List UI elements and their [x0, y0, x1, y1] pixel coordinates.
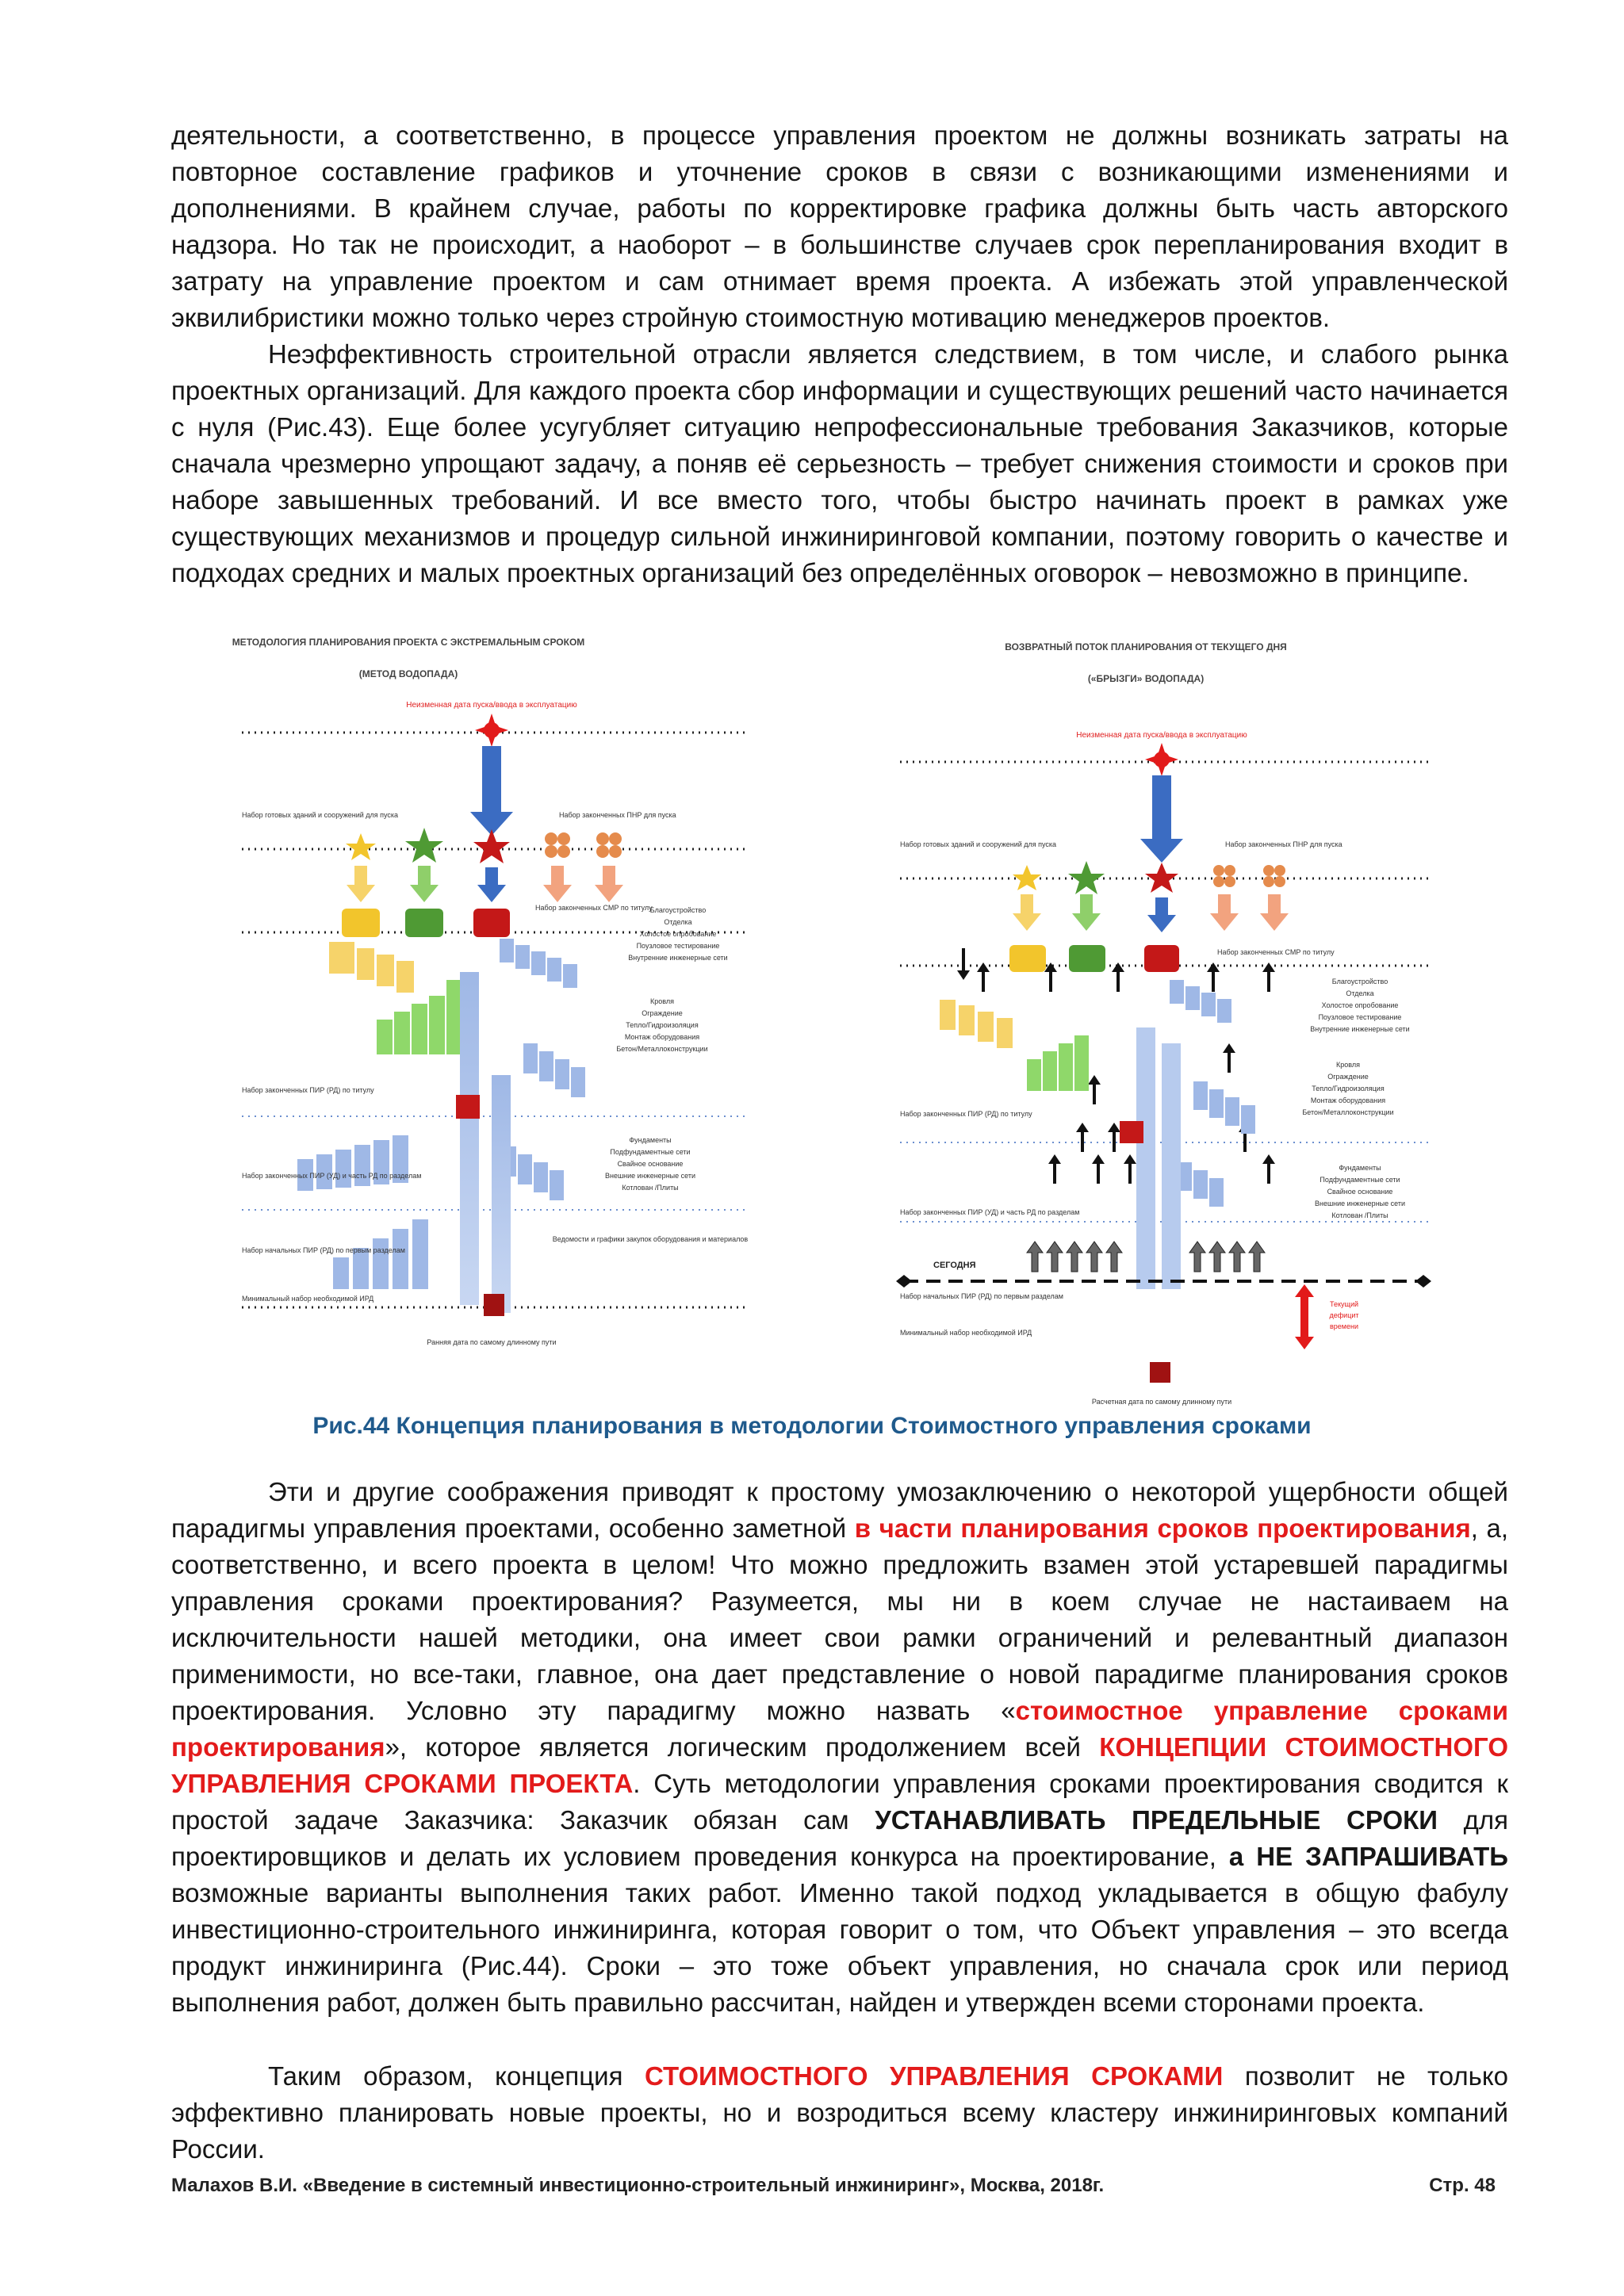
blue-stair-arrows-left — [297, 1135, 408, 1191]
left-list2-0: Кровля — [650, 997, 674, 1005]
blue-stair-arrows-bottom — [333, 1219, 428, 1289]
green-stair-arrows — [377, 980, 462, 1054]
left-list1-1: Отделка — [664, 918, 692, 926]
p3-bold-1: УСТАНАВЛИВАТЬ ПРЕДЕЛЬНЫЕ СРОКИ — [875, 1805, 1438, 1835]
red-block-mid — [456, 1095, 480, 1119]
left-label-pir-ud: Набор законченных ПИР (УД) и часть РД по разделам — [242, 1172, 422, 1180]
left-label-pir-rd: Набор законченных ПИР (РД) по титулу — [242, 1086, 374, 1094]
today-right-diamond — [1415, 1275, 1431, 1288]
left-label-initial-pir: Набор начальных ПИР (РД) по первым разделам — [242, 1246, 405, 1254]
star-green-icon — [405, 828, 443, 863]
right-block-yellow — [1009, 945, 1046, 972]
right-arrows-row — [1013, 894, 1289, 932]
left-list3-0: Фундаменты — [629, 1136, 672, 1144]
today-label: СЕГОДНЯ — [933, 1261, 976, 1270]
cross-orange-icon-2 — [596, 832, 622, 858]
p4-text-2: позволит не только эффективно планировать новые проекты, но и возродиться всему кластеру инжиниринговых компаний России. — [171, 2061, 1508, 2164]
page-number: Стр. 48 — [1429, 2175, 1496, 2196]
splash-diagram — [884, 631, 1439, 1424]
today-left-diamond — [896, 1275, 912, 1288]
right-down-arrow-main — [1140, 775, 1183, 863]
right-list3-4: Котлован /Плиты — [1331, 1211, 1388, 1219]
right-block-red — [1144, 945, 1179, 972]
cross-orange-icon-1 — [545, 832, 570, 858]
right-title-1: ВОЗВРАТНЫЙ ПОТОК ПЛАНИРОВАНИЯ ОТ ТЕКУЩЕГО ДНЯ — [1005, 641, 1287, 652]
page-footer — [171, 2175, 1496, 2197]
right-list1-0: Благоустройство — [1331, 978, 1388, 985]
right-blue-stair-arrows-3 — [1178, 1162, 1224, 1207]
left-list1-2: Холостое опробование — [639, 930, 717, 938]
left-arrows-row — [347, 866, 623, 902]
p3-text-4: . Суть методологии управления сроками проектирования сводится к простой задаче Заказчика: Заказчик обязан сам — [171, 1769, 1508, 1835]
left-top-label: Неизменная дата пуска/ввода в эксплуатацию — [406, 701, 577, 710]
left-list1-4: Внутренние инженерные сети — [628, 954, 728, 962]
blue-stair-arrows-3 — [502, 1146, 564, 1200]
blue-stair-arrows-2 — [523, 1043, 585, 1097]
right-list2-4: Бетон/Металлоконструкции — [1302, 1108, 1394, 1116]
right-list1-2: Холостое опробование — [1321, 1001, 1399, 1009]
left-list3-1: Подфундаментные сети — [610, 1148, 691, 1156]
right-tall-bar-2 — [1162, 1043, 1181, 1289]
right-list2-1: Ограждение — [1327, 1073, 1369, 1081]
right-label-pir-rd: Набор законченных ПИР (РД) по титулу — [900, 1110, 1032, 1118]
right-tall-bar-1 — [1136, 1027, 1155, 1289]
block-green — [405, 909, 443, 937]
right-list1-1: Отделка — [1346, 989, 1374, 997]
right-list2-0: Кровля — [1336, 1061, 1360, 1069]
waterfall-diagram — [218, 631, 773, 1360]
right-blue-stair-arrows-2 — [1193, 1081, 1255, 1134]
right-label-ready-buildings: Набор готовых зданий и сооружений для пуска — [900, 840, 1057, 848]
left-label-ird: Минимальный набор необходимой ИРД — [242, 1295, 374, 1303]
right-list1-3: Поузловое тестирование — [1318, 1013, 1402, 1021]
tall-bar-2 — [492, 1075, 511, 1313]
left-bottom-label: Ранняя дата по самому длинному пути — [427, 1338, 557, 1346]
p4-text-1: Таким образом, концепция — [268, 2061, 645, 2091]
body-paragraph-3 — [171, 1474, 1508, 2021]
p3-highlight-1: в части планирования сроков проектирования — [854, 1513, 1471, 1543]
p4-highlight-1: СТОИМОСТНОГО УПРАВЛЕНИЯ СРОКАМИ — [644, 2061, 1224, 2091]
left-list2-3: Монтаж оборудования — [624, 1033, 700, 1041]
right-label-ird: Минимальный набор необходимой ИРД — [900, 1329, 1032, 1337]
right-block-green — [1069, 945, 1105, 972]
right-label-initial-pir: Набор начальных ПИР (РД) по первым разделам — [900, 1292, 1063, 1300]
p3-text-6: возможные варианты выполнения таких работ. Именно такой подход укладывается в общую фабулу инвестиционно-строительного инжиниринга, которая говорит о том, что Объект управления – это всегда продукт инжиниринга (Рис.44). Сроки – это тоже объект управления, но сначала срок или период выполнения работ, должен быть правильно рассчитан, найден и утвержден всеми сторонами проекта. — [171, 1878, 1508, 2017]
right-list2-3: Монтаж оборудования — [1310, 1096, 1386, 1104]
block-yellow — [342, 909, 380, 937]
left-label-ready-buildings: Набор готовых зданий и сооружений для пуска — [242, 811, 399, 819]
right-list2-2: Тепло/Гидроизоляция — [1312, 1085, 1385, 1093]
left-list3-4: Котлован /Плиты — [622, 1184, 679, 1192]
body-paragraph-2 — [171, 336, 1508, 591]
left-title-1: МЕТОДОЛОГИЯ ПЛАНИРОВАНИЯ ПРОЕКТА С ЭКСТРЕМАЛЬНЫМ СРОКОМ — [232, 637, 585, 648]
figure-caption: Рис.44 Концепция планирования в методологии Стоимостного управления сроками — [312, 1413, 1312, 1439]
black-up-arrows — [957, 948, 1275, 1184]
right-list3-3: Внешние инженерные сети — [1314, 1200, 1406, 1207]
left-list2-1: Ограждение — [642, 1009, 683, 1017]
right-red-block-mid — [1120, 1121, 1143, 1143]
p3-text-2: , а, соответственно, и всего проекта в целом! Что можно предложить взамен этой устаревшей парадигмы управления сроками проектирования? Разумеется, мы ни в коем случае не настаиваем на исключительности нашей методики, она имеет свои рамки ограничений и релевантный диапазон применимости, но все-таки, главное, она дает представление о новой парадигме планирования сроков проектирования. Условно эту парадигму можно назвать « — [171, 1513, 1508, 1725]
right-top-label: Неизменная дата пуска/ввода в эксплуатацию — [1076, 731, 1247, 740]
right-label-smr: Набор законченных СМР по титулу — [1217, 948, 1335, 956]
p3-highlight-2: стоимостное управление сроками проектирования — [171, 1696, 1508, 1762]
deficit-label-2: времени — [1330, 1322, 1358, 1330]
yellow-stair-arrows — [329, 942, 414, 993]
p3-bold-2: а НЕ ЗАПРАШИВАТЬ — [1228, 1842, 1508, 1871]
right-cross-orange-icon-2 — [1263, 865, 1285, 887]
right-cross-orange-icon-1 — [1213, 865, 1235, 887]
left-list3-3: Внешние инженерные сети — [604, 1172, 696, 1180]
time-deficit-arrow — [1295, 1284, 1314, 1349]
right-label-pnr: Набор законченных ПНР для пуска — [1225, 840, 1342, 848]
left-list2-2: Тепло/Гидроизоляция — [626, 1021, 699, 1029]
tall-bar-1 — [460, 972, 479, 1305]
right-title-2: («БРЫЗГИ» ВОДОПАДА) — [1087, 673, 1205, 684]
right-list3-0: Фундаменты — [1339, 1164, 1381, 1172]
right-green-stair-arrows — [1027, 1035, 1089, 1091]
left-label-smr: Набор законченных СМР по титулу — [535, 904, 653, 912]
deficit-label-1: дефицит — [1329, 1311, 1359, 1319]
right-deadline-sun-icon — [1145, 743, 1178, 776]
right-list3-2: Свайное основание — [1327, 1188, 1393, 1196]
right-label-pir-ud: Набор законченных ПИР (УД) и часть РД по разделам — [900, 1208, 1080, 1216]
p3-highlight-3: КОНЦЕПЦИИ СТОИМОСТНОГО УПРАВЛЕНИЯ СРОКАМИ ПРОЕКТА — [171, 1732, 1508, 1798]
left-list2-4: Бетон/Металлоконструкции — [616, 1045, 708, 1053]
right-bottom-label: Расчетная дата по самому длинному пути — [1091, 1398, 1232, 1406]
p3-text-1: Эти и другие соображения приводят к простому умозаключению о некоторой ущербности общей парадигмы управления проектами, особенно заметной — [171, 1477, 1508, 1543]
right-list3-1: Подфундаментные сети — [1320, 1176, 1400, 1184]
deficit-label-0: Текущий — [1330, 1300, 1358, 1308]
deadline-sun-icon — [475, 714, 508, 747]
left-down-arrow-main — [470, 746, 513, 836]
body-paragraph-4 — [171, 2058, 1508, 2168]
p3-text-3: », которое является логическим продолжением всей — [385, 1732, 1100, 1762]
right-yellow-stair-arrows — [940, 1000, 1013, 1048]
body-paragraph-1: деятельности, а соответственно, в процессе управления проектом не должны возникать затраты на повторное составление графиков и уточнение сроков в связи с возникающими изменениями и дополнениями. В крайнем случае, работы по корректировке графика должны быть часть авторского надзора. Но так не происходит, а наоборот – в большинстве случаев срок перепланирования входит в затрату на управление проектом и сам отнимает время проекта. А избежать этой управленческой эквилибристики можно только через стройную стоимостную мотивацию менеджеров проектов. — [171, 121, 1508, 332]
block-red — [473, 909, 510, 937]
right-star-green-icon — [1068, 861, 1105, 894]
left-list4-0: Ведомости и графики закупок оборудования и материалов — [552, 1235, 749, 1243]
right-blue-stair-arrows-1 — [1170, 980, 1231, 1023]
p3-text-5: для проектировщиков и делать их условием проведения конкурса на проектирование, — [171, 1805, 1508, 1871]
left-list1-0: Благоустройство — [649, 906, 707, 914]
star-yellow-icon — [346, 833, 376, 860]
right-red-block-bottom — [1150, 1362, 1170, 1383]
body-paragraph-2-text: Неэффективность строительной отрасли является следствием, в том числе, и слабого рынка проектных организаций. Для каждого проекта сбор информации и существующих решений часто начинается с нуля (Рис.43). Еще более усугубляет ситуацию непрофессиональные требования Заказчиков, которые сначала чрезмерно упрощают задачу, а поняв её серьезность – требует снижения стоимости и сроков при наборе завышенных требований. И все вместо того, чтобы быстро начинать проект в рамках уже существующих механизмов и процедур сильной инжиниринговой компании, поэтому говорить о качестве и подходах средних и малых проектных организаций без определённых оговорок – невозможно в принципе. — [171, 339, 1508, 587]
left-title-2: (МЕТОД ВОДОПАДА) — [358, 668, 458, 679]
footer-citation: Малахов В.И. «Введение в системный инвестиционно-строительный инжиниринг», Москва, 2018г. — [171, 2175, 1105, 2196]
left-list3-2: Свайное основание — [617, 1160, 684, 1168]
left-list1-3: Поузловое тестирование — [636, 942, 720, 950]
blue-stair-arrows-1 — [500, 939, 577, 988]
left-label-pnr: Набор законченных ПНР для пуска — [559, 811, 676, 819]
star-red-icon — [473, 829, 510, 863]
right-list1-4: Внутренние инженерные сети — [1310, 1025, 1410, 1033]
red-block-bottom — [484, 1294, 504, 1316]
right-star-yellow-icon — [1013, 865, 1041, 890]
